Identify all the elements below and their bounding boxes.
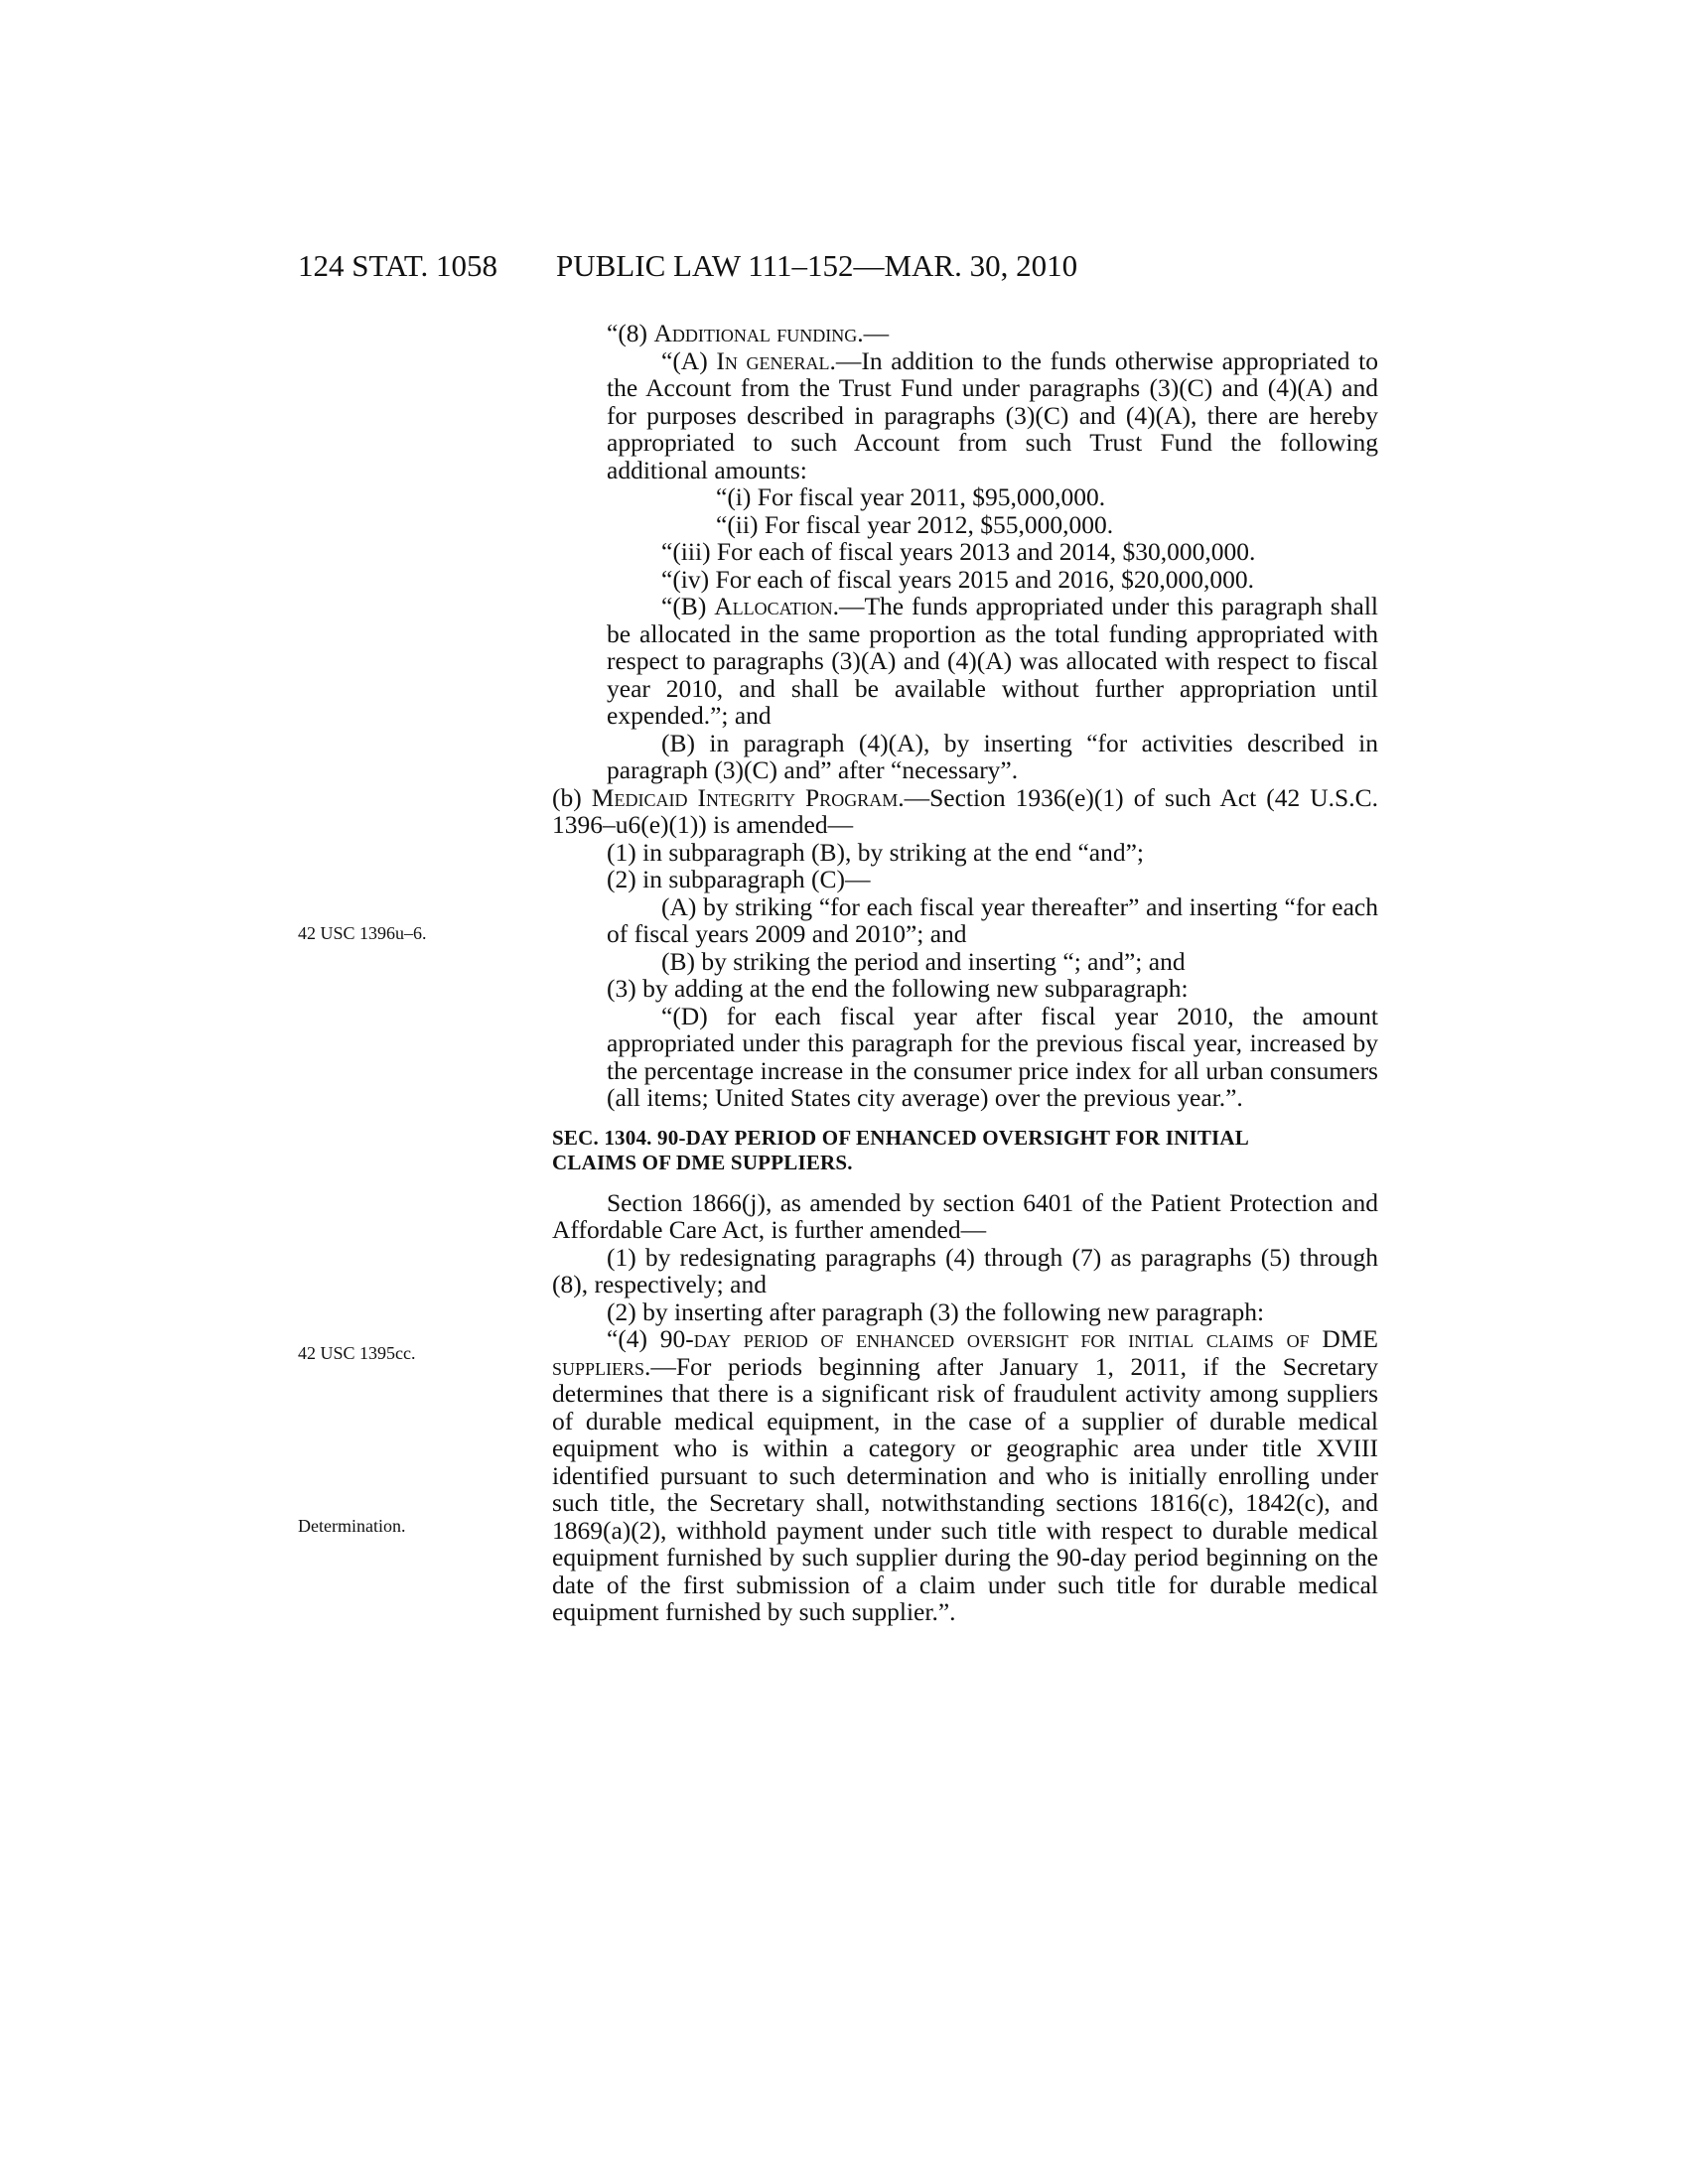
section-1304-intro: Section 1866(j), as amended by section 6401 of the Patient Protection and Affordable Care Act, is further amended— bbox=[552, 1187, 1378, 1244]
clause-i: “(i) For fiscal year 2011, $95,000,000. bbox=[716, 482, 1106, 511]
amendment-1: (1) in subparagraph (B), by striking at the end “and”; bbox=[607, 837, 1145, 867]
amendment-3: (3) by adding at the end the following new subparagraph: bbox=[607, 974, 1189, 1003]
margin-note-usc-1395cc: 42 USC 1395cc. bbox=[298, 1343, 416, 1363]
clause-iv: “(iv) For each of fiscal years 2015 and 2016, $20,000,000. bbox=[661, 564, 1254, 594]
document-body bbox=[552, 320, 1378, 1626]
statute-citation: 124 STAT. 1058 bbox=[298, 248, 498, 283]
amendment-2b: (B) by striking the period and inserting “; and”; and bbox=[661, 946, 1186, 976]
section-1304-amendment-2: (2) by inserting after paragraph (3) the following new paragraph: bbox=[607, 1297, 1265, 1326]
section-1304-heading: SEC. 1304. 90-DAY PERIOD OF ENHANCED OVERSIGHT FOR INITIAL CLAIMS OF DME SUPPLIERS. bbox=[552, 1125, 1249, 1174]
subparagraph-b-allocation: “(B) Allocation.—The funds appropriated under this paragraph shall be allocated in the same proportion as the total funding appropriated with respect to paragraphs (3)(A) and (4)(A) was allocated with respect to fiscal year 2010, and shall be available without further appropriation until expended.”; and bbox=[607, 592, 1378, 730]
clause-iii: “(iii) For each of fiscal years 2013 and 2014, $30,000,000. bbox=[661, 537, 1256, 566]
new-subparagraph-d: “(D) for each fiscal year after fiscal year 2010, the amount appropriated under this paragraph for the previous fiscal year, increased by the percentage increase in the consumer price index for all urban consumers (all items; United States city average) over the previous year.”. bbox=[607, 1001, 1378, 1112]
clause-ii: “(ii) For fiscal year 2012, $55,000,000. bbox=[716, 509, 1114, 539]
section-1304-amendment-1: (1) by redesignating paragraphs (4) through (7) as paragraphs (5) through (8), respectively; and bbox=[552, 1242, 1378, 1298]
paragraph-8-heading: “(8) Additional funding.— bbox=[607, 319, 890, 347]
margin-note-usc-1396u6: 42 USC 1396u–6. bbox=[298, 923, 427, 943]
subsection-b-medicaid-integrity: (b) Medicaid Integrity Program.—Section 1936(e)(1) of such Act (42 U.S.C. 1396–u6(e)(1)) is amended— bbox=[552, 782, 1378, 839]
amendment-2a: (A) by striking “for each fiscal year thereafter” and inserting “for each of fiscal years 2009 and 2010”; and bbox=[607, 891, 1378, 948]
amendment-2: (2) in subparagraph (C)— bbox=[607, 865, 871, 893]
new-paragraph-4: “(4) 90-day period of enhanced oversight for initial claims of DME suppliers.—For periods beginning after January 1, 2011, if the Secretary determines that there is a significant risk of fraudulent activity among suppliers of durable medical equipment, in the case of a supplier of durable medical equipment who is within a category or geographic area under title XVIII identified pursuant to such determination and who is initially enrolling under such title, the Secretary shall, notwithstanding sections 1816(c), 1842(c), and 1869(a)(2), withhold payment under such title with respect to durable medical equipment furnished by such supplier during the 90-day period beginning on the date of the first submission of a claim under such title for durable medical equipment furnished by such supplier.”. bbox=[552, 1324, 1378, 1626]
page-header bbox=[298, 248, 1390, 288]
subparagraph-a-in-general: “(A) In general.—In addition to the funds otherwise appropriated to the Account from the Trust Fund under paragraphs (3)(C) and (4)(A) and for purposes described in paragraphs (3)(C) and (4)(A), there are hereby appropriated to such Account from such Trust Fund the following additional amounts: bbox=[607, 345, 1378, 484]
margin-note-determination: Determination. bbox=[298, 1516, 406, 1536]
amendment-b-paragraph-4a: (B) in paragraph (4)(A), by inserting “for activities described in paragraph (3)(C) and” after “necessary”. bbox=[607, 728, 1378, 784]
running-head: PUBLIC LAW 111–152—MAR. 30, 2010 bbox=[556, 248, 1078, 283]
